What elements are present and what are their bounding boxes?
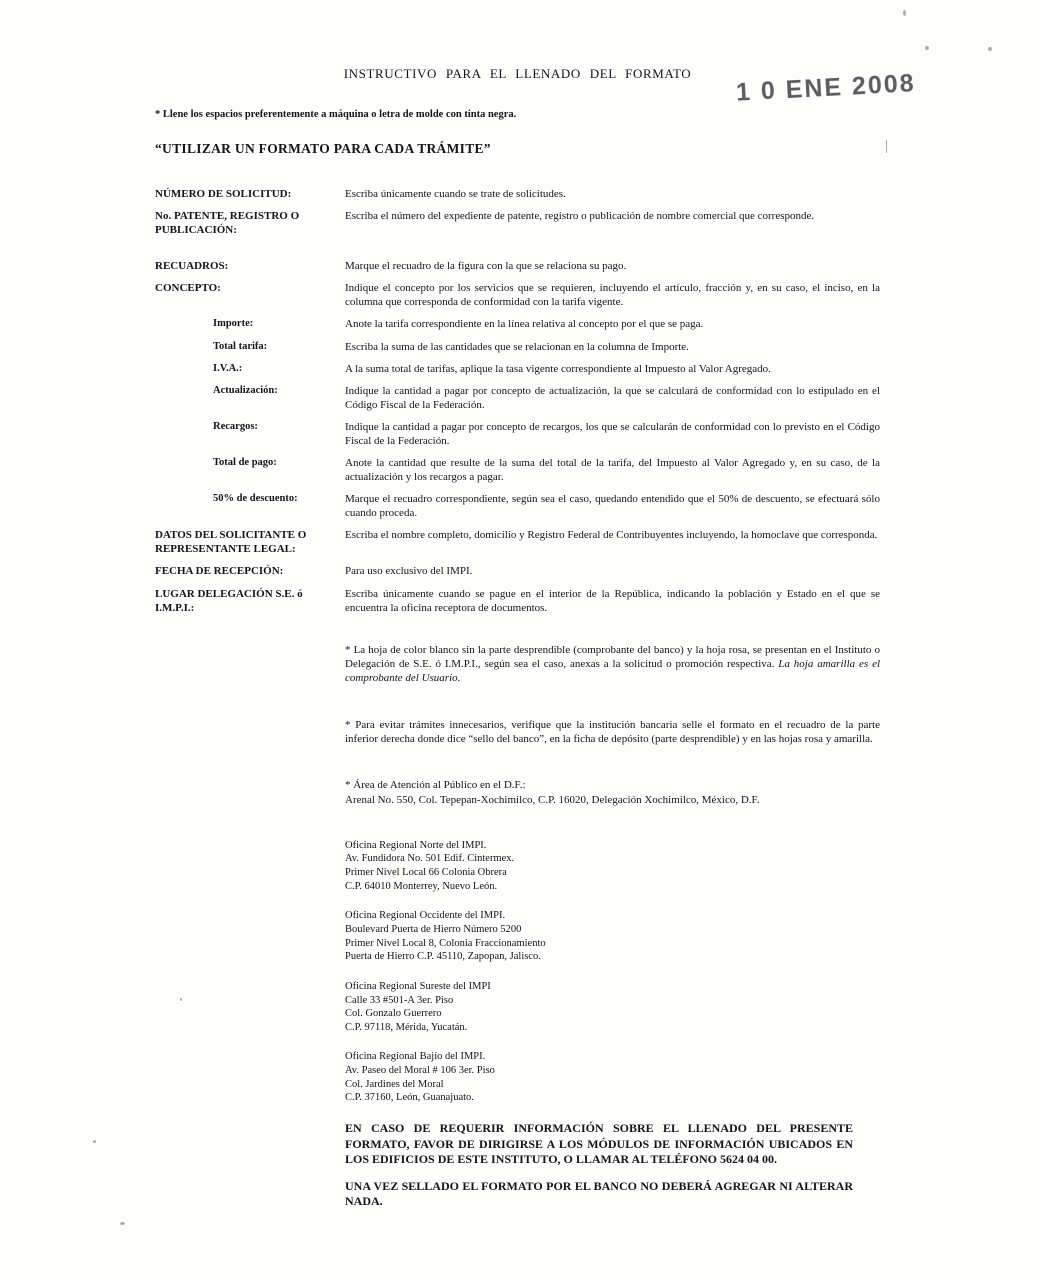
office-address-line: C.P. 64010 Monterrey, Nuevo León. (345, 880, 498, 892)
definition-text: Indique la cantidad a pagar por concepto de recargos, los que se calcularán de conformidad con lo previsto en el Código Fiscal de la Federación. (345, 420, 880, 447)
notes-and-addresses (345, 643, 880, 1210)
definition-label: CONCEPTO: (155, 282, 221, 295)
definition-text: Marque el recuadro de la figura con la que se relaciona su pago. (345, 260, 627, 273)
office-address-line: Av. Fundidora No. 501 Edif. Cintermex. (345, 853, 515, 865)
scan-speck (93, 1140, 96, 1143)
office-bajio (345, 1050, 880, 1105)
date-stamp: 1 0 ENE 2008 (735, 69, 917, 107)
office-name: Oficina Regional Sureste del IMPI (345, 980, 491, 992)
definition-text: Escriba el número del expediente de patente, registro o publicación de nombre comercial que corresponde. (345, 210, 815, 223)
scan-speck (180, 998, 182, 1001)
definition-text: Indique el concepto por los servicios que se requieren, incluyendo el artículo, fracción y, en su caso, el inciso, en la columna que corresponda de conformidad con la tarifa vigente. (345, 282, 880, 309)
office-address-line: Av. Paseo del Moral # 106 3er. Piso (345, 1065, 495, 1077)
definition-label: LUGAR DELEGACIÓN S.E. ó I.M.P.I.: (155, 587, 303, 614)
office-address-line: C.P. 97118, Mérida, Yucatán. (345, 1021, 468, 1033)
definition-text: Indique la cantidad a pagar por concepto de actualización, la que se calculará de conformidad con lo estipulado en el Código Fiscal de la Federación. (345, 384, 880, 411)
definition-text: Para uso exclusivo del IMPI. (345, 565, 473, 578)
definition-text: Anote la cantidad que resulte de la suma del total de la tarifa, del Impuesto al Valor Agregado y, en su caso, de la actualización y los recargos a pagar. (345, 457, 880, 484)
definition-text: A la suma total de tarifas, aplique la tasa vigente correspondiente al Impuesto al Valor Agregado. (345, 362, 771, 375)
scan-mark (886, 140, 887, 153)
definition-label: RECUADROS: (155, 260, 229, 273)
def-row-total-de-pago (155, 456, 880, 484)
note-paragraph-atencion-publico (345, 778, 880, 807)
office-name: Oficina Regional Bajío del IMPI. (345, 1051, 486, 1063)
def-row-total-tarifa (155, 340, 880, 354)
def-row-numero-de-solicitud (155, 187, 880, 201)
definition-label: No. PATENTE, REGISTRO O PUBLICACIÓN: (155, 210, 300, 237)
definition-label: Total de pago: (213, 457, 277, 469)
office-address-line: Puerta de Hierro C.P. 45110, Zapopan, Jalisco. (345, 951, 541, 963)
definition-label: DATOS DEL SOLICITANTE O REPRESENTANTE LEGAL: (155, 529, 307, 556)
definition-text: Marque el recuadro correspondiente, según sea el caso, quedando entendido que el 50% de descuento, se efectuará sólo cuando proceda. (345, 493, 880, 520)
footer-warning-paragraph: UNA VEZ SELLADO EL FORMATO POR EL BANCO NO DEBERÁ AGREGAR NI ALTERAR NADA. (345, 1178, 853, 1209)
def-row-recargos (155, 420, 880, 448)
office-address-line: Col. Jardines del Moral (345, 1078, 444, 1090)
def-row-concepto (155, 281, 880, 309)
office-norte (345, 839, 880, 894)
scan-speck (903, 10, 906, 16)
definition-text: Anote la tarifa correspondiente en la línea relativa al concepto por el que se paga. (345, 318, 704, 331)
definition-text: Escriba la suma de las cantidades que se relacionan en la columna de Importe. (345, 340, 689, 353)
def-row-lugar-delegacion (155, 587, 880, 615)
def-row-fecha-recepcion (155, 564, 880, 578)
office-address-line: Calle 33 #501-A 3er. Piso (345, 994, 454, 1006)
scan-speck (988, 47, 992, 51)
def-row-iva (155, 362, 880, 376)
fill-instructions-note: * Llene los espacios preferentemente a máquina o letra de molde con tinta negra. (155, 109, 517, 120)
note-paragraph-sello-banco: * Para evitar trámites innecesarios, verifique que la institución bancaria selle el formato en el recuadro de la parte inferior derecha donde dice “sello del banco”, en la ficha de depósito (parte desprendible) y en las hojas rosa y amarilla. (345, 718, 880, 745)
definition-label: I.V.A.: (213, 362, 243, 374)
section-heading: “UTILIZAR UN FORMATO PARA CADA TRÁMITE” (155, 141, 491, 156)
atencion-publico-address: Arenal No. 550, Col. Tepepan-Xochimilco, C.P. 16020, Delegación Xochimilco, México, D.F. (345, 793, 760, 806)
def-row-actualizacion (155, 384, 880, 412)
def-row-no-patente (155, 209, 880, 237)
page-title: INSTRUCTIVO PARA EL LLENADO DEL FORMATO (343, 66, 692, 81)
definition-label: Recargos: (213, 420, 258, 432)
note-text: * La hoja de color blanco sin la parte desprendible (comprobante del banco) y la hoja rosa, se presentan en el Instituto o Delegación de S.E. ó I.M.P.I., según sea el caso, anexas a la solicitud o promoción respectiva. (345, 643, 880, 671)
definition-label: Importe: (213, 318, 254, 330)
def-row-importe (155, 317, 880, 331)
scan-speck (120, 1222, 125, 1225)
note-paragraph-hojas (345, 643, 880, 686)
definition-text: Escriba el nombre completo, domicilio y Registro Federal de Contribuyentes incluyendo, la homoclave que corresponda. (345, 529, 878, 542)
def-row-recuadros (155, 259, 880, 273)
definition-label: FECHA DE RECEPCIÓN: (155, 565, 284, 578)
office-occidente (345, 909, 880, 964)
footer-info-paragraph: EN CASO DE REQUERIR INFORMACIÓN SOBRE EL LLENADO DEL PRESENTE FORMATO, FAVOR DE DIRIGIRSE A LOS MÓDULOS DE INFORMACIÓN UBICADOS EN LOS EDIFICIOS DE ESTE INSTITUTO, O LLAMAR AL TELÉFONO 5624 04 00. (345, 1121, 853, 1167)
office-sureste (345, 980, 880, 1035)
def-row-descuento (155, 492, 880, 520)
office-address-line: Primer Nivel Local 8, Colonia Fraccionamiento (345, 937, 546, 949)
atencion-publico-heading: * Área de Atención al Público en el D.F.: (345, 779, 526, 792)
note-italic-text: La hoja amarilla es el comprobante del Usuario. (345, 658, 881, 685)
definition-text: Escriba únicamente cuando se trate de solicitudes. (345, 188, 566, 200)
office-name: Oficina Regional Norte del IMPI. (345, 839, 487, 851)
office-name: Oficina Regional Occidente del IMPI. (345, 910, 506, 922)
definition-label: Total tarifa: (213, 340, 268, 352)
definition-list (155, 187, 880, 615)
office-address-line: Col. Gonzalo Guerrero (345, 1008, 442, 1020)
definition-text: Escriba únicamente cuando se pague en el interior de la República, indicando la población y Estado en el que se encuentra la oficina receptora de documentos. (345, 587, 880, 614)
office-address-line: Boulevard Puerta de Hierro Número 5200 (345, 924, 522, 935)
definition-label: NÚMERO DE SOLICITUD: (155, 188, 292, 200)
office-address-line: Primer Nivel Local 66 Colonia Obrera (345, 867, 507, 879)
office-address-line: C.P. 37160, León, Guanajuato. (345, 1092, 474, 1104)
scan-speck (925, 46, 929, 50)
definition-label: Actualización: (213, 384, 278, 396)
definition-label: 50% de descuento: (213, 493, 298, 505)
def-row-datos-solicitante (155, 528, 880, 556)
